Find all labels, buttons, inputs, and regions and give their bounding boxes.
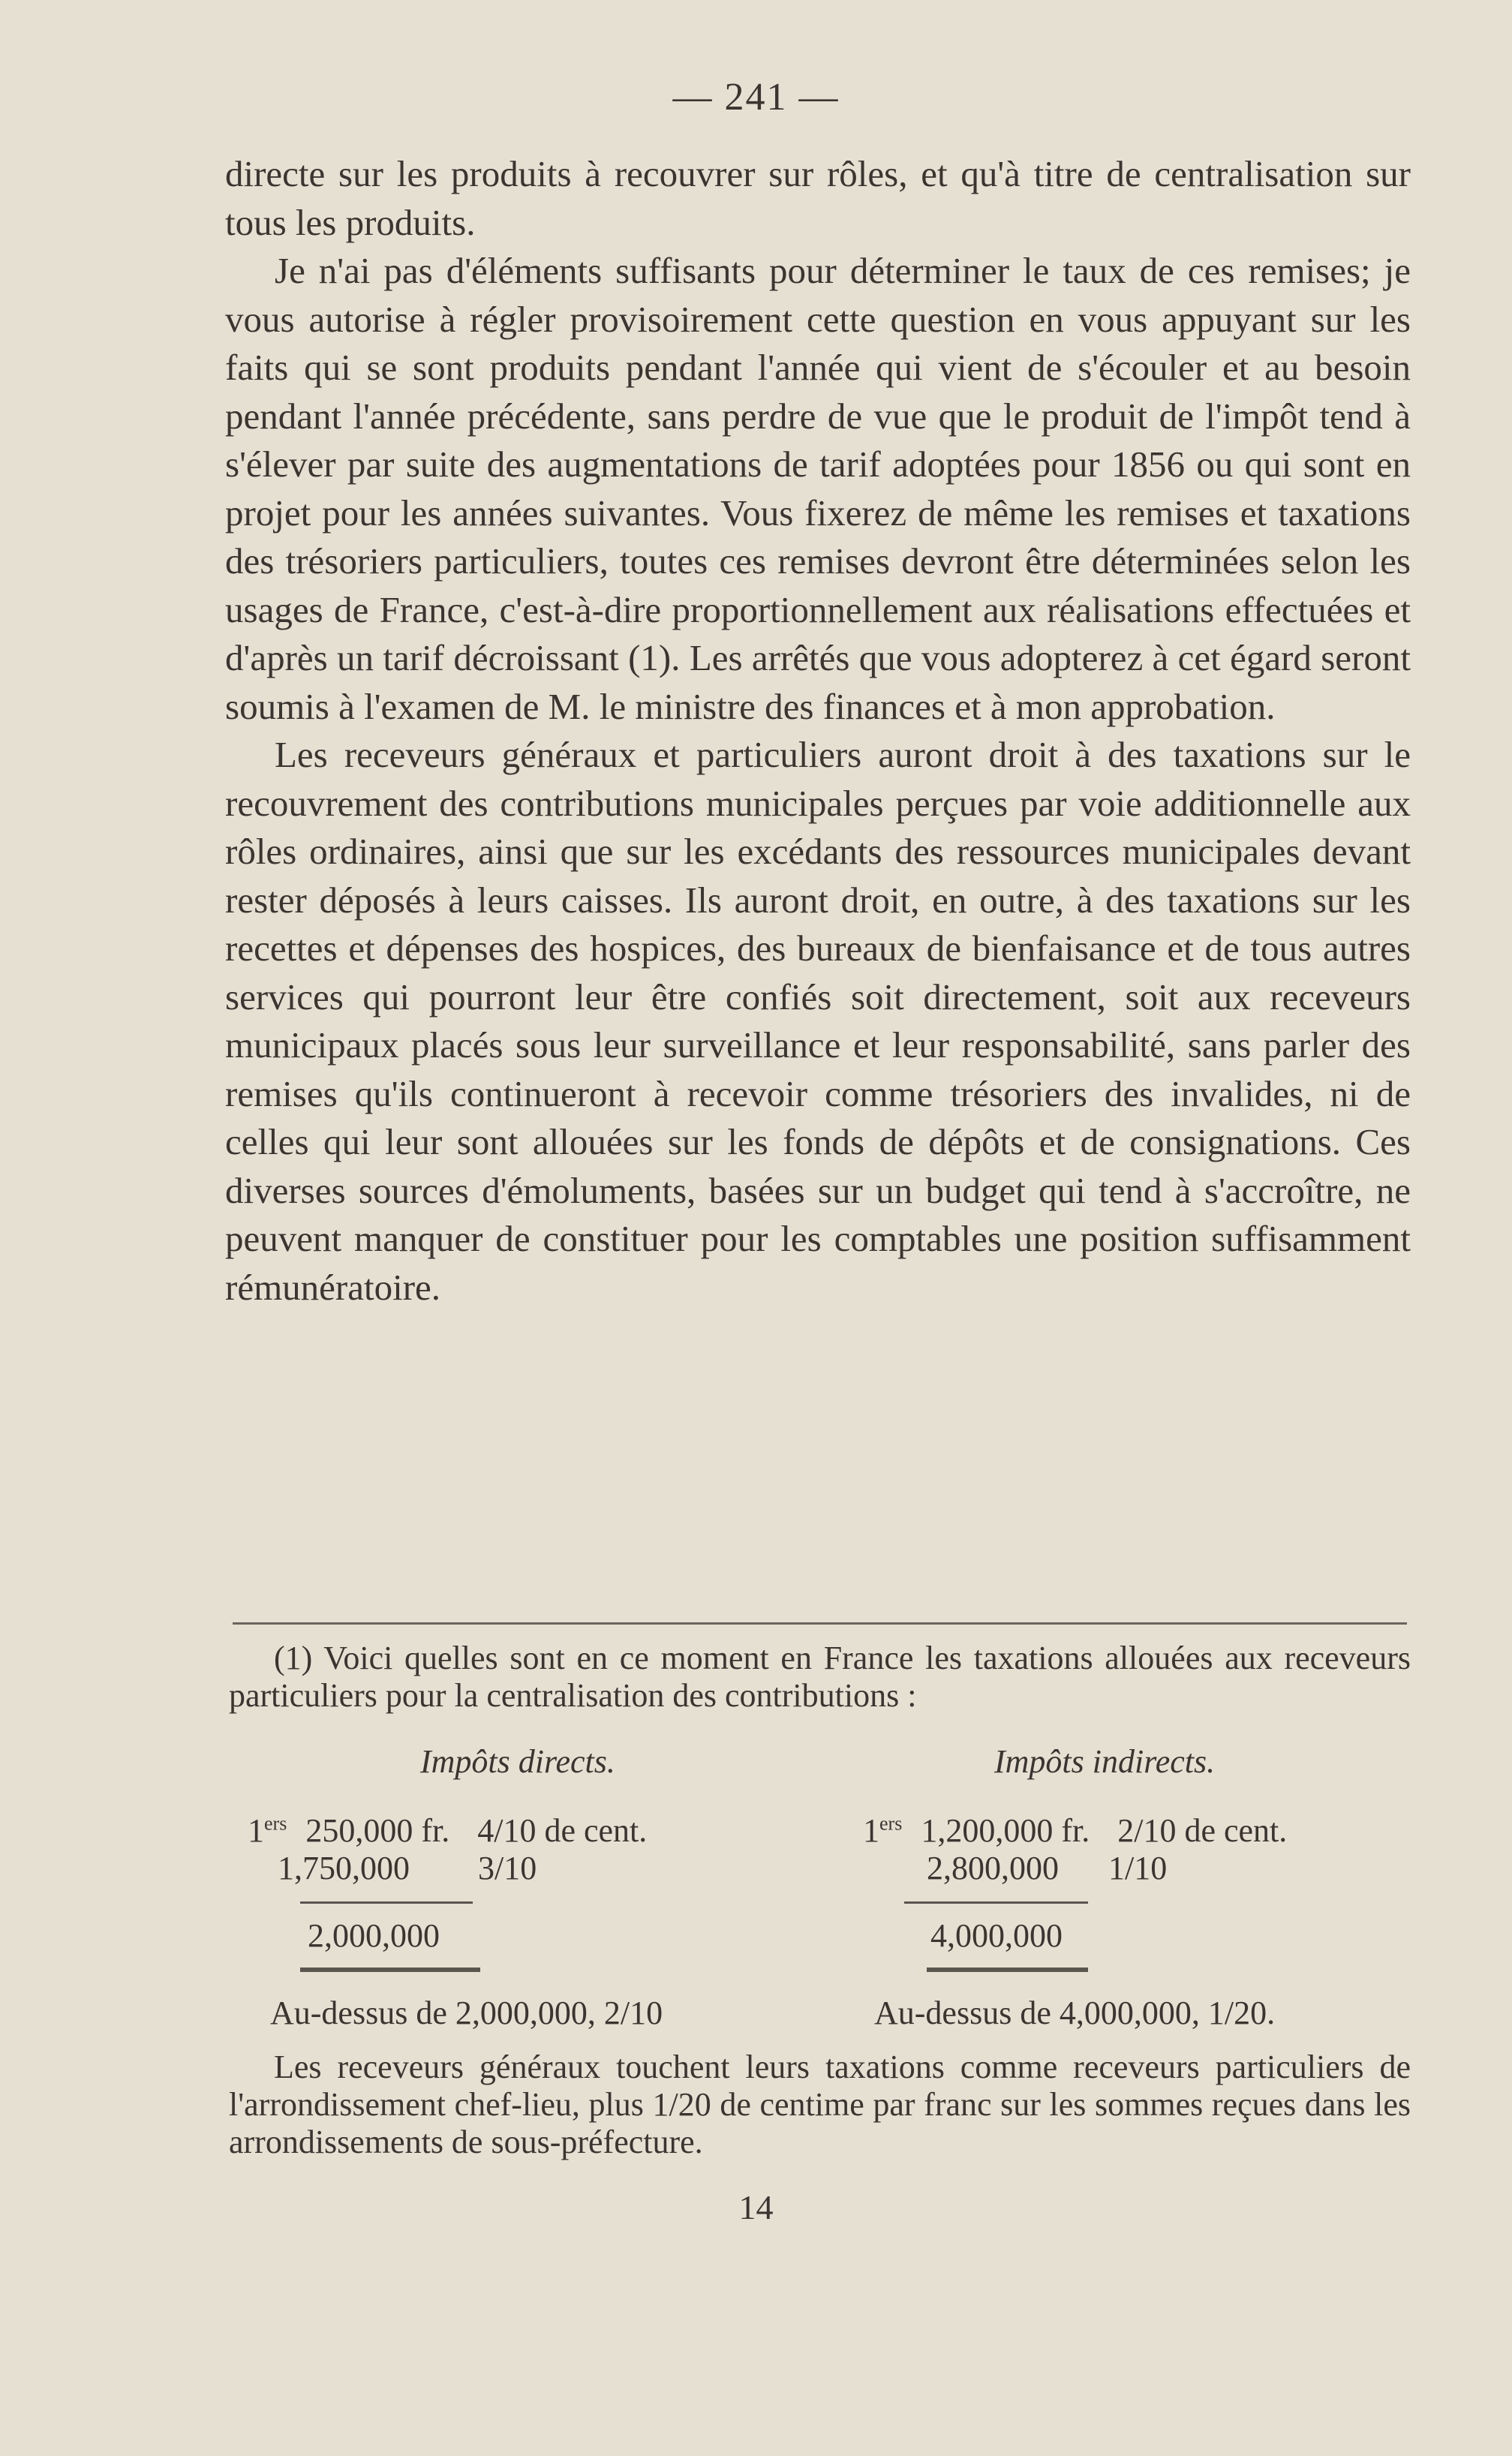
indirect-tier-2-amount: 2,800,000 <box>927 1850 1059 1886</box>
indirect-tier-1-num: 1 <box>863 1812 879 1849</box>
indirect-tier-2 <box>863 1849 1167 1887</box>
taxation-table <box>248 1742 1418 2035</box>
direct-taxes-column <box>248 1742 818 2035</box>
indirect-tier-2-rate: 1/10 <box>1108 1850 1168 1886</box>
direct-tier-1-amount: 250,000 fr. <box>305 1812 450 1849</box>
direct-tier-1-rate: 4/10 de cent. <box>477 1812 648 1849</box>
indirect-taxes-title: Impôts indirects. <box>994 1743 1216 1780</box>
direct-double-line <box>300 1968 480 1972</box>
direct-total: 2,000,000 <box>308 1917 440 1954</box>
direct-tier-1 <box>248 1811 647 1850</box>
footnote <box>229 1640 1411 1715</box>
indirect-total: 4,000,000 <box>930 1917 1063 1954</box>
indirect-above: Au-dessus de 4,000,000, 1/20. <box>874 1995 1276 2031</box>
paragraph-1: directe sur les produits à recouvrer sur rôles, et qu'à titre de centralisation sur tous les produits. <box>225 153 1411 243</box>
page-number: — 241 — <box>672 76 840 119</box>
indirect-tier-1-rate: 2/10 de cent. <box>1117 1812 1288 1849</box>
direct-tier-1-num: 1 <box>248 1812 264 1849</box>
direct-tier-1-ordinal: ers <box>264 1812 287 1835</box>
footnote-intro: (1) Voici quelles sont en ce moment en France les taxations allouées aux receveurs particuliers pour la centralisation des contributions : <box>229 1640 1411 1714</box>
indirect-sum-line <box>904 1901 1088 1904</box>
direct-taxes-title: Impôts directs. <box>420 1743 615 1780</box>
direct-tier-2 <box>248 1849 537 1887</box>
indirect-tier-1 <box>863 1811 1287 1850</box>
direct-above: Au-dessus de 2,000,000, 2/10 <box>270 1995 663 2031</box>
indirect-double-line <box>927 1968 1088 1972</box>
footnote-closing <box>229 2049 1411 2161</box>
main-text <box>225 150 1411 1312</box>
indirect-tier-1-ordinal: ers <box>879 1812 903 1835</box>
signature-mark: 14 <box>738 2188 774 2226</box>
paragraph-3: Les receveurs généraux et particuliers auront droit à des taxations sur le recouvrement des contributions municipales perçues par voie additionnelle aux rôles ordinaires, ainsi que sur les excédants des ressources municipales devant rester déposés à leurs caisses. Ils auront droit, en outre, à des taxations sur les recettes et dépenses des hospices, des bureaux de bienfaisance et de tous autres services qui pourront leur être confiés soit directement, soit aux receveurs municipaux placés sous leur surveillance et leur responsabilité, sans parler des remises qu'ils continueront à recevoir comme trésoriers des invalides, ni de celles qui leur sont allouées sur les fonds de dépôts et de consignations. Ces diverses sources d'émoluments, basées sur un budget qui tend à s'accroître, ne peuvent manquer de constituer pour les comptables une position suffisamment rémunératoire. <box>225 734 1411 1308</box>
footnote-closing-text: Les receveurs généraux touchent leurs taxations comme receveurs particuliers de l'arrondissement chef-lieu, plus 1/20 de centime par franc sur les sommes reçues dans les arrondissements de sous-préfecture. <box>229 2049 1411 2160</box>
paragraph-2: Je n'ai pas d'éléments suffisants pour déterminer le taux de ces remises; je vous autorise à régler provisoirement cette question en vous appuyant sur les faits qui se sont produits pendant l'année qui vient de s'écouler et au besoin pendant l'année précédente, sans perdre de vue que le produit de l'impôt tend à s'élever par suite des augmentations de tarif adoptées pour 1856 ou qui sont en projet pour les années suivantes. Vous fixerez de même les remises et taxations des trésoriers particuliers, toutes ces remises devront être déterminées selon les usages de France, c'est-à-dire proportionnellement aux réalisations effectuées et d'après un tarif décroissant (1). Les arrêtés que vous adopterez à cet égard seront soumis à l'examen de M. le ministre des finances et à mon approbation. <box>225 250 1411 727</box>
direct-tier-2-amount: 1,750,000 <box>278 1850 410 1886</box>
direct-sum-line <box>300 1901 473 1904</box>
direct-tier-2-rate: 3/10 <box>478 1850 537 1886</box>
indirect-tier-1-amount: 1,200,000 fr. <box>921 1812 1090 1849</box>
indirect-taxes-column <box>863 1742 1433 2035</box>
footnote-separator <box>233 1622 1407 1625</box>
